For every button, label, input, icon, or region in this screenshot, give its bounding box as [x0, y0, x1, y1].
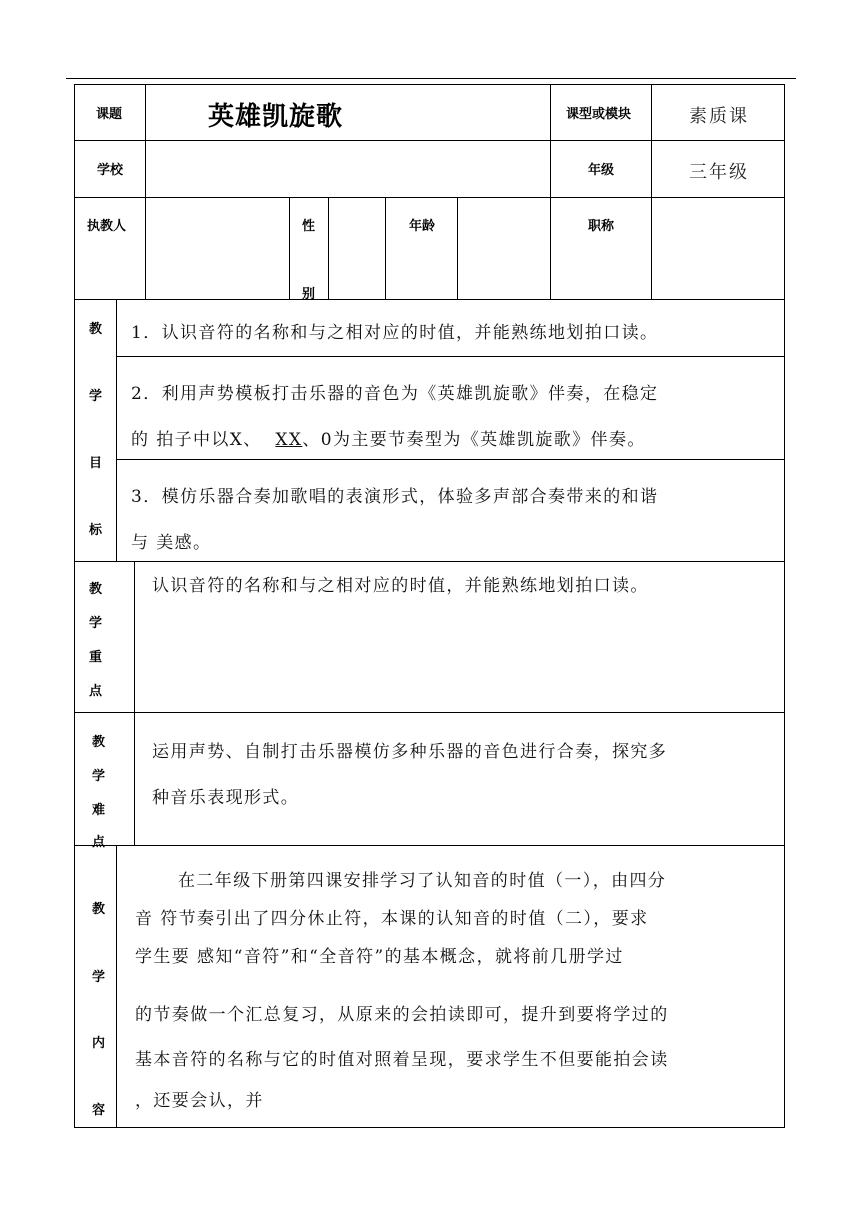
lesson-title: 英雄凯旋歌 [208, 102, 344, 132]
objectives-label-char: 学 [89, 389, 103, 404]
difficulties-label-char: 点 [92, 835, 106, 850]
col-line [116, 845, 117, 1128]
row-line [116, 356, 785, 357]
difficulties-text-line-1: 运用声势、自制打击乐器模仿多种乐器的音色进行合奏，探究多 [152, 742, 668, 762]
col-line [385, 197, 386, 299]
grade-label: 年级 [588, 163, 615, 178]
row-line [74, 712, 785, 713]
difficulties-text-line-2: 种音乐表现形式。 [152, 788, 300, 808]
difficulties-label-char: 难 [92, 803, 106, 818]
difficulties-label-char: 教 [92, 735, 106, 750]
school-label: 学校 [97, 163, 124, 178]
header-rule [66, 78, 796, 79]
content-line: ，还要会认，并 [135, 1091, 264, 1111]
key-points-label-char: 点 [89, 684, 103, 699]
content-line: 基本音符的名称与它的时值对照着呈现，要求学生不但要能拍会读 [135, 1050, 669, 1070]
row-line [74, 140, 785, 141]
key-points-label-char: 教 [89, 582, 103, 597]
objective-item-3-cont: 与 美感。 [131, 533, 212, 553]
col-line [550, 84, 551, 299]
content-line: 在二年级下册第四课安排学习了认知音的时值（一），由四分 [178, 871, 667, 891]
topic-label: 课题 [96, 107, 123, 122]
col-line [651, 84, 652, 299]
key-points-label-char: 重 [89, 650, 103, 665]
professional-title-label: 职称 [588, 219, 615, 234]
key-points-label-char: 学 [89, 616, 103, 631]
objective-text: 、0为主要节奏型为《英雄凯旋歌》伴奏。 [302, 430, 646, 450]
content-label-char: 内 [92, 1036, 106, 1051]
col-line [116, 299, 117, 561]
col-line [328, 197, 329, 299]
difficulties-label-char: 学 [92, 769, 106, 784]
row-line [74, 561, 785, 562]
objectives-label-char: 教 [89, 322, 103, 337]
col-line [134, 561, 135, 845]
objective-item-2-cont [131, 425, 646, 450]
col-line [457, 197, 458, 299]
objective-item-1: 1．认识音符的名称和与之相对应的时值，并能熟练地划拍口读。 [131, 323, 659, 343]
row-line [74, 845, 785, 846]
gender-label-top: 性 [302, 219, 316, 234]
row-line [74, 197, 785, 198]
table-frame [74, 84, 785, 1128]
type-label: 课型或模块 [566, 107, 632, 122]
content-line: 音 符节奏引出了四分休止符，本课的认知音的时值（二），要求 [135, 909, 649, 929]
objective-item-2: 2．利用声势模板打击乐器的音色为《英雄凯旋歌》伴奏，在稳定 [131, 384, 659, 404]
objective-text: 的 拍子中以X、 [131, 430, 262, 450]
col-line [145, 84, 146, 299]
type-value: 素质课 [689, 106, 749, 127]
grade-value: 三年级 [689, 162, 749, 183]
teacher-label: 执教人 [87, 219, 127, 234]
row-line [74, 299, 785, 300]
age-label: 年龄 [409, 219, 436, 234]
row-line [116, 459, 785, 460]
gender-label-bottom: 别 [302, 287, 316, 302]
objectives-label-char: 标 [89, 523, 103, 538]
rhythm-notation: XX [275, 430, 303, 450]
content-label-char: 教 [92, 902, 106, 917]
content-line: 学生要 感知“音符”和“全音符”的基本概念，就将前几册学过 [135, 947, 624, 967]
content-label-char: 学 [92, 970, 106, 985]
content-label-char: 容 [92, 1103, 106, 1118]
content-line: 的节奏做一个汇总复习，从原来的会拍读即可，提升到要将学过的 [135, 1005, 669, 1025]
col-line [289, 197, 290, 299]
objectives-label-char: 目 [89, 456, 103, 471]
key-points-text: 认识音符的名称和与之相对应的时值，并能熟练地划拍口读。 [152, 576, 649, 596]
objective-item-3: 3．模仿乐器合奏加歌唱的表演形式，体验多声部合奏带来的和谐 [131, 487, 659, 507]
